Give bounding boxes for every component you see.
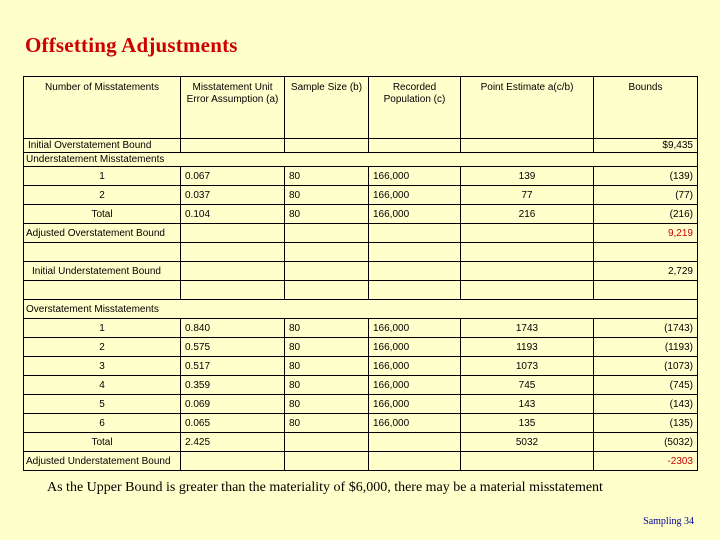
bound-cell: (1193): [594, 338, 698, 357]
sample-size-cell: 80: [285, 395, 369, 414]
table-row: [24, 186, 698, 205]
page-title: Offsetting Adjustments: [25, 33, 238, 57]
bound-cell: (139): [594, 167, 698, 186]
point-estimate-cell: 139: [461, 167, 594, 186]
slide-footer: Sampling 34: [643, 516, 694, 527]
initial-overstatement-row: [24, 139, 698, 153]
header-row: [24, 77, 698, 139]
unit-error-cell: 0.037: [181, 186, 285, 205]
table-row: [24, 167, 698, 186]
total-unit-error: 2.425: [181, 433, 285, 452]
point-estimate-cell: 1193: [461, 338, 594, 357]
population-cell: 166,000: [369, 395, 461, 414]
adjusted-understatement-value: -2303: [594, 452, 698, 471]
row-number: 1: [24, 319, 181, 338]
total-point-estimate: 5032: [461, 433, 594, 452]
population-cell: 166,000: [369, 414, 461, 433]
total-label: Total: [24, 433, 181, 452]
sample-size-cell: 80: [285, 167, 369, 186]
point-estimate-cell: 77: [461, 186, 594, 205]
header-point-estimate: Point Estimate a(c/b): [461, 77, 594, 139]
row-number: 1: [24, 167, 181, 186]
initial-understatement-label: Initial Understatement Bound: [24, 262, 181, 281]
table-row: [24, 414, 698, 433]
sample-size-cell: 80: [285, 319, 369, 338]
bound-cell: (135): [594, 414, 698, 433]
sample-size-cell: 80: [285, 357, 369, 376]
row-number: 3: [24, 357, 181, 376]
unit-error-cell: 0.067: [181, 167, 285, 186]
understatement-total-row: [24, 205, 698, 224]
population-cell: 166,000: [369, 167, 461, 186]
bound-cell: (1743): [594, 319, 698, 338]
unit-error-cell: 0.840: [181, 319, 285, 338]
unit-error-cell: 0.359: [181, 376, 285, 395]
table-row: [24, 338, 698, 357]
conclusion-note: As the Upper Bound is greater than the materiality of $6,000, there may be a material misstatement: [47, 480, 603, 495]
overstatement-total-row: [24, 433, 698, 452]
unit-error-cell: 0.065: [181, 414, 285, 433]
spacer-row: [24, 281, 698, 300]
unit-error-cell: 0.069: [181, 395, 285, 414]
overstatement-section-row: [24, 300, 698, 319]
point-estimate-cell: 143: [461, 395, 594, 414]
table-row: [24, 319, 698, 338]
unit-error-cell: 0.517: [181, 357, 285, 376]
initial-overstatement-value: $9,435: [594, 139, 698, 153]
total-sample-size: 80: [285, 205, 369, 224]
point-estimate-cell: 1743: [461, 319, 594, 338]
sample-size-cell: 80: [285, 376, 369, 395]
population-cell: 166,000: [369, 338, 461, 357]
row-number: 4: [24, 376, 181, 395]
initial-understatement-row: [24, 262, 698, 281]
sample-size-cell: 80: [285, 186, 369, 205]
adjusted-understatement-label: Adjusted Understatement Bound: [24, 452, 181, 471]
sample-size-cell: 80: [285, 338, 369, 357]
header-sample-size: Sample Size (b): [285, 77, 369, 139]
row-number: 2: [24, 186, 181, 205]
population-cell: 166,000: [369, 357, 461, 376]
table-row: [24, 357, 698, 376]
population-cell: 166,000: [369, 319, 461, 338]
bound-cell: (77): [594, 186, 698, 205]
total-unit-error: 0.104: [181, 205, 285, 224]
header-recorded-population: Recorded Population (c): [369, 77, 461, 139]
point-estimate-cell: 1073: [461, 357, 594, 376]
bound-cell: (745): [594, 376, 698, 395]
table-row: [24, 395, 698, 414]
spacer-row: [24, 243, 698, 262]
total-bound: (5032): [594, 433, 698, 452]
offsetting-adjustments-table: [23, 76, 698, 471]
bound-cell: (143): [594, 395, 698, 414]
row-number: 6: [24, 414, 181, 433]
bound-cell: (1073): [594, 357, 698, 376]
population-cell: 166,000: [369, 186, 461, 205]
header-bounds: Bounds: [594, 77, 698, 139]
total-point-estimate: 216: [461, 205, 594, 224]
header-number-of-misstatements: Number of Misstatements: [24, 77, 181, 139]
initial-understatement-value: 2,729: [594, 262, 698, 281]
understatement-section-label: Understatement Misstatements: [24, 153, 698, 167]
row-number: 2: [24, 338, 181, 357]
population-cell: 166,000: [369, 376, 461, 395]
total-population: 166,000: [369, 205, 461, 224]
sample-size-cell: 80: [285, 414, 369, 433]
adjusted-overstatement-row: [24, 224, 698, 243]
total-label: Total: [24, 205, 181, 224]
row-number: 5: [24, 395, 181, 414]
point-estimate-cell: 745: [461, 376, 594, 395]
understatement-section-row: [24, 153, 698, 167]
initial-overstatement-label: Initial Overstatement Bound: [24, 139, 181, 153]
header-unit-error-assumption: Misstatement Unit Error Assumption (a): [181, 77, 285, 139]
adjusted-overstatement-value: 9,219: [594, 224, 698, 243]
overstatement-section-label: Overstatement Misstatements: [24, 300, 698, 319]
total-bound: (216): [594, 205, 698, 224]
adjusted-overstatement-label: Adjusted Overstatement Bound: [24, 224, 181, 243]
table-row: [24, 376, 698, 395]
unit-error-cell: 0.575: [181, 338, 285, 357]
point-estimate-cell: 135: [461, 414, 594, 433]
adjusted-understatement-row: [24, 452, 698, 471]
